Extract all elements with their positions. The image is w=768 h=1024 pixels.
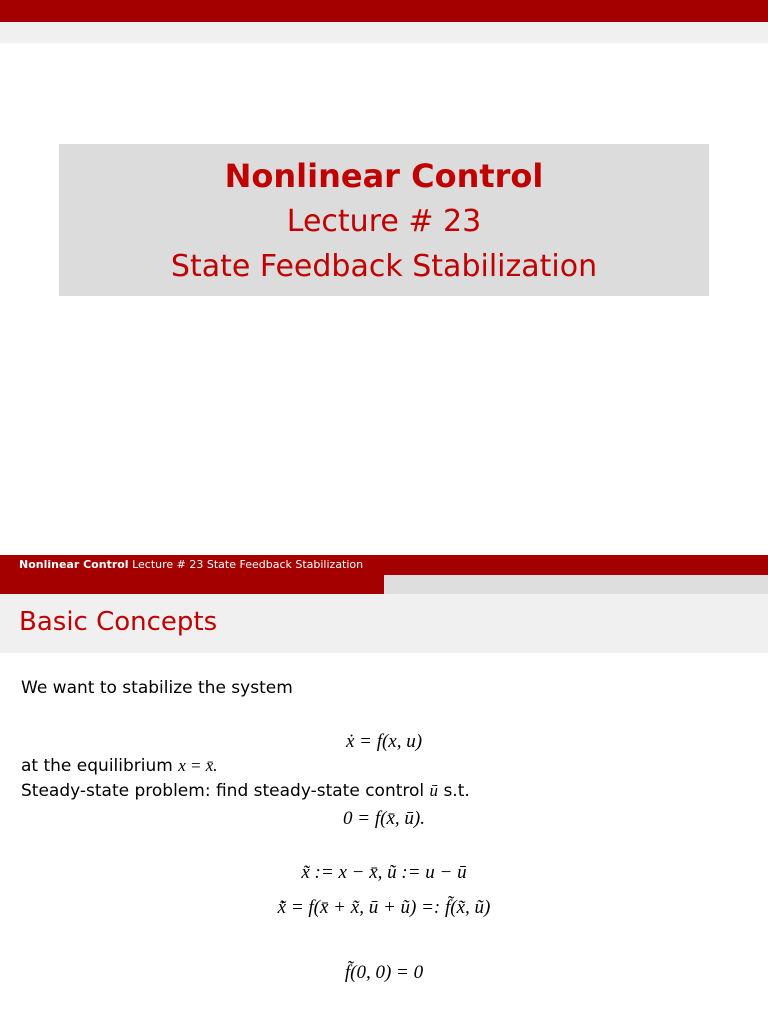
equation-shifted-dynamics: x̃̇ = f(x̄ + x̃, ū + ũ) =: f̃(x̃, ũ) bbox=[277, 897, 491, 918]
body-line-3-end: s.t. bbox=[443, 781, 470, 801]
frame-title-bar bbox=[0, 594, 768, 653]
lecture-number: Lecture # 23 bbox=[286, 204, 482, 239]
title-slide-top-bar bbox=[0, 0, 768, 22]
presentation-title: Nonlinear Control bbox=[224, 157, 544, 195]
body-line-2-math: x = x̄. bbox=[178, 756, 218, 775]
equation-origin-equilibrium: f̃(0, 0) = 0 bbox=[344, 962, 424, 983]
title-slide-sub-bar bbox=[0, 22, 768, 43]
content-slide-header bbox=[0, 555, 768, 594]
equation-steady-state: 0 = f(x̄, ū). bbox=[343, 808, 425, 829]
header-progress-grey bbox=[384, 575, 768, 594]
body-line-3 bbox=[21, 780, 470, 802]
title-box bbox=[59, 144, 709, 296]
equation-system: ẋ = f(x, u) bbox=[345, 731, 423, 752]
body-line-2-text: at the equilibrium bbox=[21, 756, 173, 776]
frame-title: Basic Concepts bbox=[19, 607, 218, 637]
header-breadcrumb bbox=[19, 558, 363, 572]
body-line-2 bbox=[21, 755, 218, 777]
body-line-3-text: Steady-state problem: find steady-state control bbox=[21, 781, 425, 801]
equation-deviation-variables: x̃ := x − x̄, ũ := u − ū bbox=[301, 862, 467, 883]
header-progress-red bbox=[0, 575, 384, 594]
header-breadcrumb-title: Nonlinear Control bbox=[19, 558, 129, 571]
body-line-3-math: ū bbox=[429, 781, 439, 800]
body-line-1: We want to stabilize the system bbox=[21, 678, 293, 698]
presentation-subtitle: State Feedback Stabilization bbox=[170, 249, 598, 284]
header-breadcrumb-rest: Lecture # 23 State Feedback Stabilization bbox=[132, 558, 364, 571]
